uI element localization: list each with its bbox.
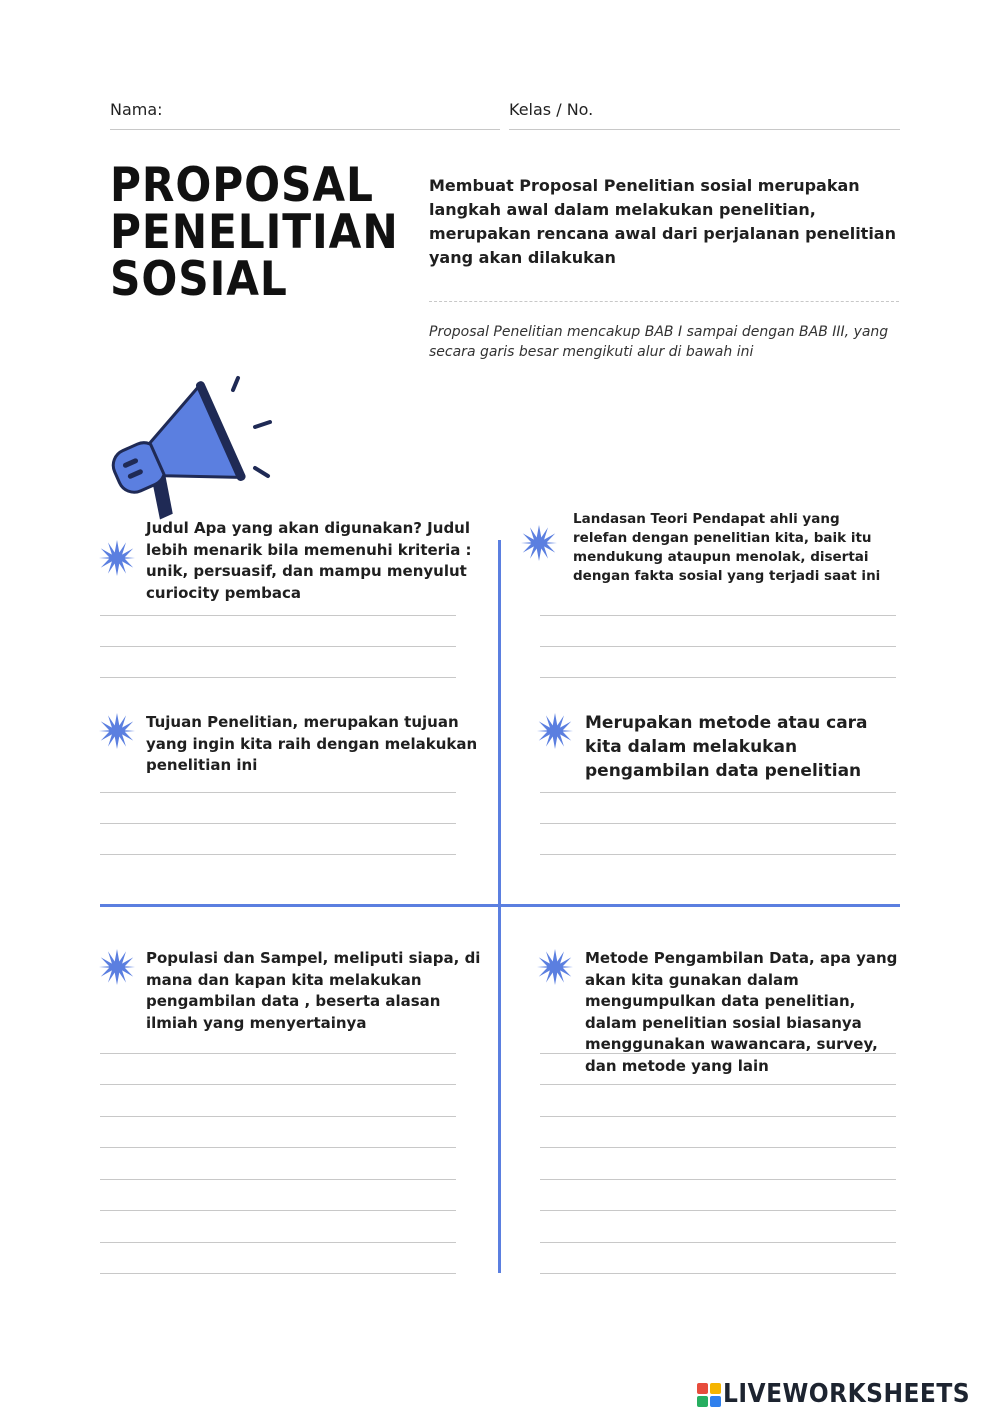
answer-line[interactable] bbox=[100, 823, 456, 824]
section-5-prompt: Populasi dan Sampel, meliputi siapa, di mana dan kapan kita melakukan pengambilan data , beserta alasan ilmiah yang menyertainya bbox=[146, 949, 481, 1032]
answer-line[interactable] bbox=[540, 1116, 896, 1117]
class-label: Kelas / No. bbox=[509, 100, 594, 119]
answer-line[interactable] bbox=[100, 1084, 456, 1085]
star-burst-icon bbox=[99, 949, 135, 985]
answer-line[interactable] bbox=[100, 1179, 456, 1180]
megaphone-icon bbox=[105, 372, 280, 522]
name-label: Nama: bbox=[110, 100, 163, 119]
dashed-divider bbox=[429, 301, 899, 302]
answer-line[interactable] bbox=[540, 823, 896, 824]
answer-line[interactable] bbox=[100, 1242, 456, 1243]
answer-line[interactable] bbox=[540, 792, 896, 793]
answer-line[interactable] bbox=[100, 646, 456, 647]
section-3-prompt: Tujuan Penelitian, merupakan tujuan yang ingin kita raih dengan melakukan penelitian ini bbox=[146, 713, 478, 774]
class-input-line[interactable] bbox=[509, 129, 900, 130]
answer-line[interactable] bbox=[540, 1242, 896, 1243]
answer-line[interactable] bbox=[540, 615, 896, 616]
answer-line[interactable] bbox=[540, 1084, 896, 1085]
section-4-prompt: Merupakan metode atau cara kita dalam melakukan pengambilan data penelitian bbox=[585, 713, 868, 781]
star-burst-icon bbox=[99, 540, 135, 576]
horizontal-divider bbox=[100, 904, 900, 907]
star-burst-icon bbox=[521, 525, 557, 561]
answer-line[interactable] bbox=[540, 646, 896, 647]
answer-line[interactable] bbox=[540, 1210, 896, 1211]
answer-line[interactable] bbox=[540, 1053, 896, 1054]
section-1-prompt: Judul Apa yang akan digunakan? Judul lebih menarik bila memenuhi kriteria : unik, persuasif, dan mampu menyulut curiocity pembaca bbox=[146, 519, 472, 602]
title-line-2: PENELITIAN bbox=[110, 205, 399, 260]
section-2-prompt: Landasan Teori Pendapat ahli yang relefan dengan penelitian kita, baik itu mendukung ataupun menolak, disertai dengan fakta sosial yang terjadi saat ini bbox=[573, 511, 881, 584]
answer-line[interactable] bbox=[540, 854, 896, 855]
logo-grid-icon bbox=[697, 1383, 721, 1407]
intro-note: Proposal Penelitian mencakup BAB I sampai dengan BAB III, yang secara garis besar mengikuti alur di bawah ini bbox=[429, 324, 889, 360]
liveworksheets-logo bbox=[697, 1378, 997, 1410]
intro-text: Membuat Proposal Penelitian sosial merupakan langkah awal dalam melakukan penelitian, merupakan rencana awal dari perjalanan penelitian yang akan dilakukan bbox=[429, 176, 896, 267]
answer-line[interactable] bbox=[540, 1147, 896, 1148]
answer-line[interactable] bbox=[100, 792, 456, 793]
star-burst-icon bbox=[537, 949, 573, 985]
answer-line[interactable] bbox=[100, 677, 456, 678]
brand-text: LIVEWORKSHEETS bbox=[723, 1379, 971, 1409]
answer-line[interactable] bbox=[100, 854, 456, 855]
answer-line[interactable] bbox=[540, 1273, 896, 1274]
answer-line[interactable] bbox=[100, 1116, 456, 1117]
answer-line[interactable] bbox=[100, 1053, 456, 1054]
star-burst-icon bbox=[537, 713, 573, 749]
answer-line[interactable] bbox=[100, 1147, 456, 1148]
section-6-prompt: Metode Pengambilan Data, apa yang akan kita gunakan dalam mengumpulkan data penelitian, dalam penelitian sosial biasanya menggunakan wawancara, survey, dan metode yang lain bbox=[585, 949, 898, 1075]
answer-line[interactable] bbox=[100, 615, 456, 616]
answer-line[interactable] bbox=[100, 1273, 456, 1274]
title-line-1: PROPOSAL bbox=[110, 158, 374, 213]
answer-line[interactable] bbox=[540, 1179, 896, 1180]
star-burst-icon bbox=[99, 713, 135, 749]
answer-line[interactable] bbox=[540, 677, 896, 678]
title-line-3: SOSIAL bbox=[110, 252, 288, 307]
page-title bbox=[110, 158, 399, 307]
answer-line[interactable] bbox=[100, 1210, 456, 1211]
name-input-line[interactable] bbox=[110, 129, 500, 130]
